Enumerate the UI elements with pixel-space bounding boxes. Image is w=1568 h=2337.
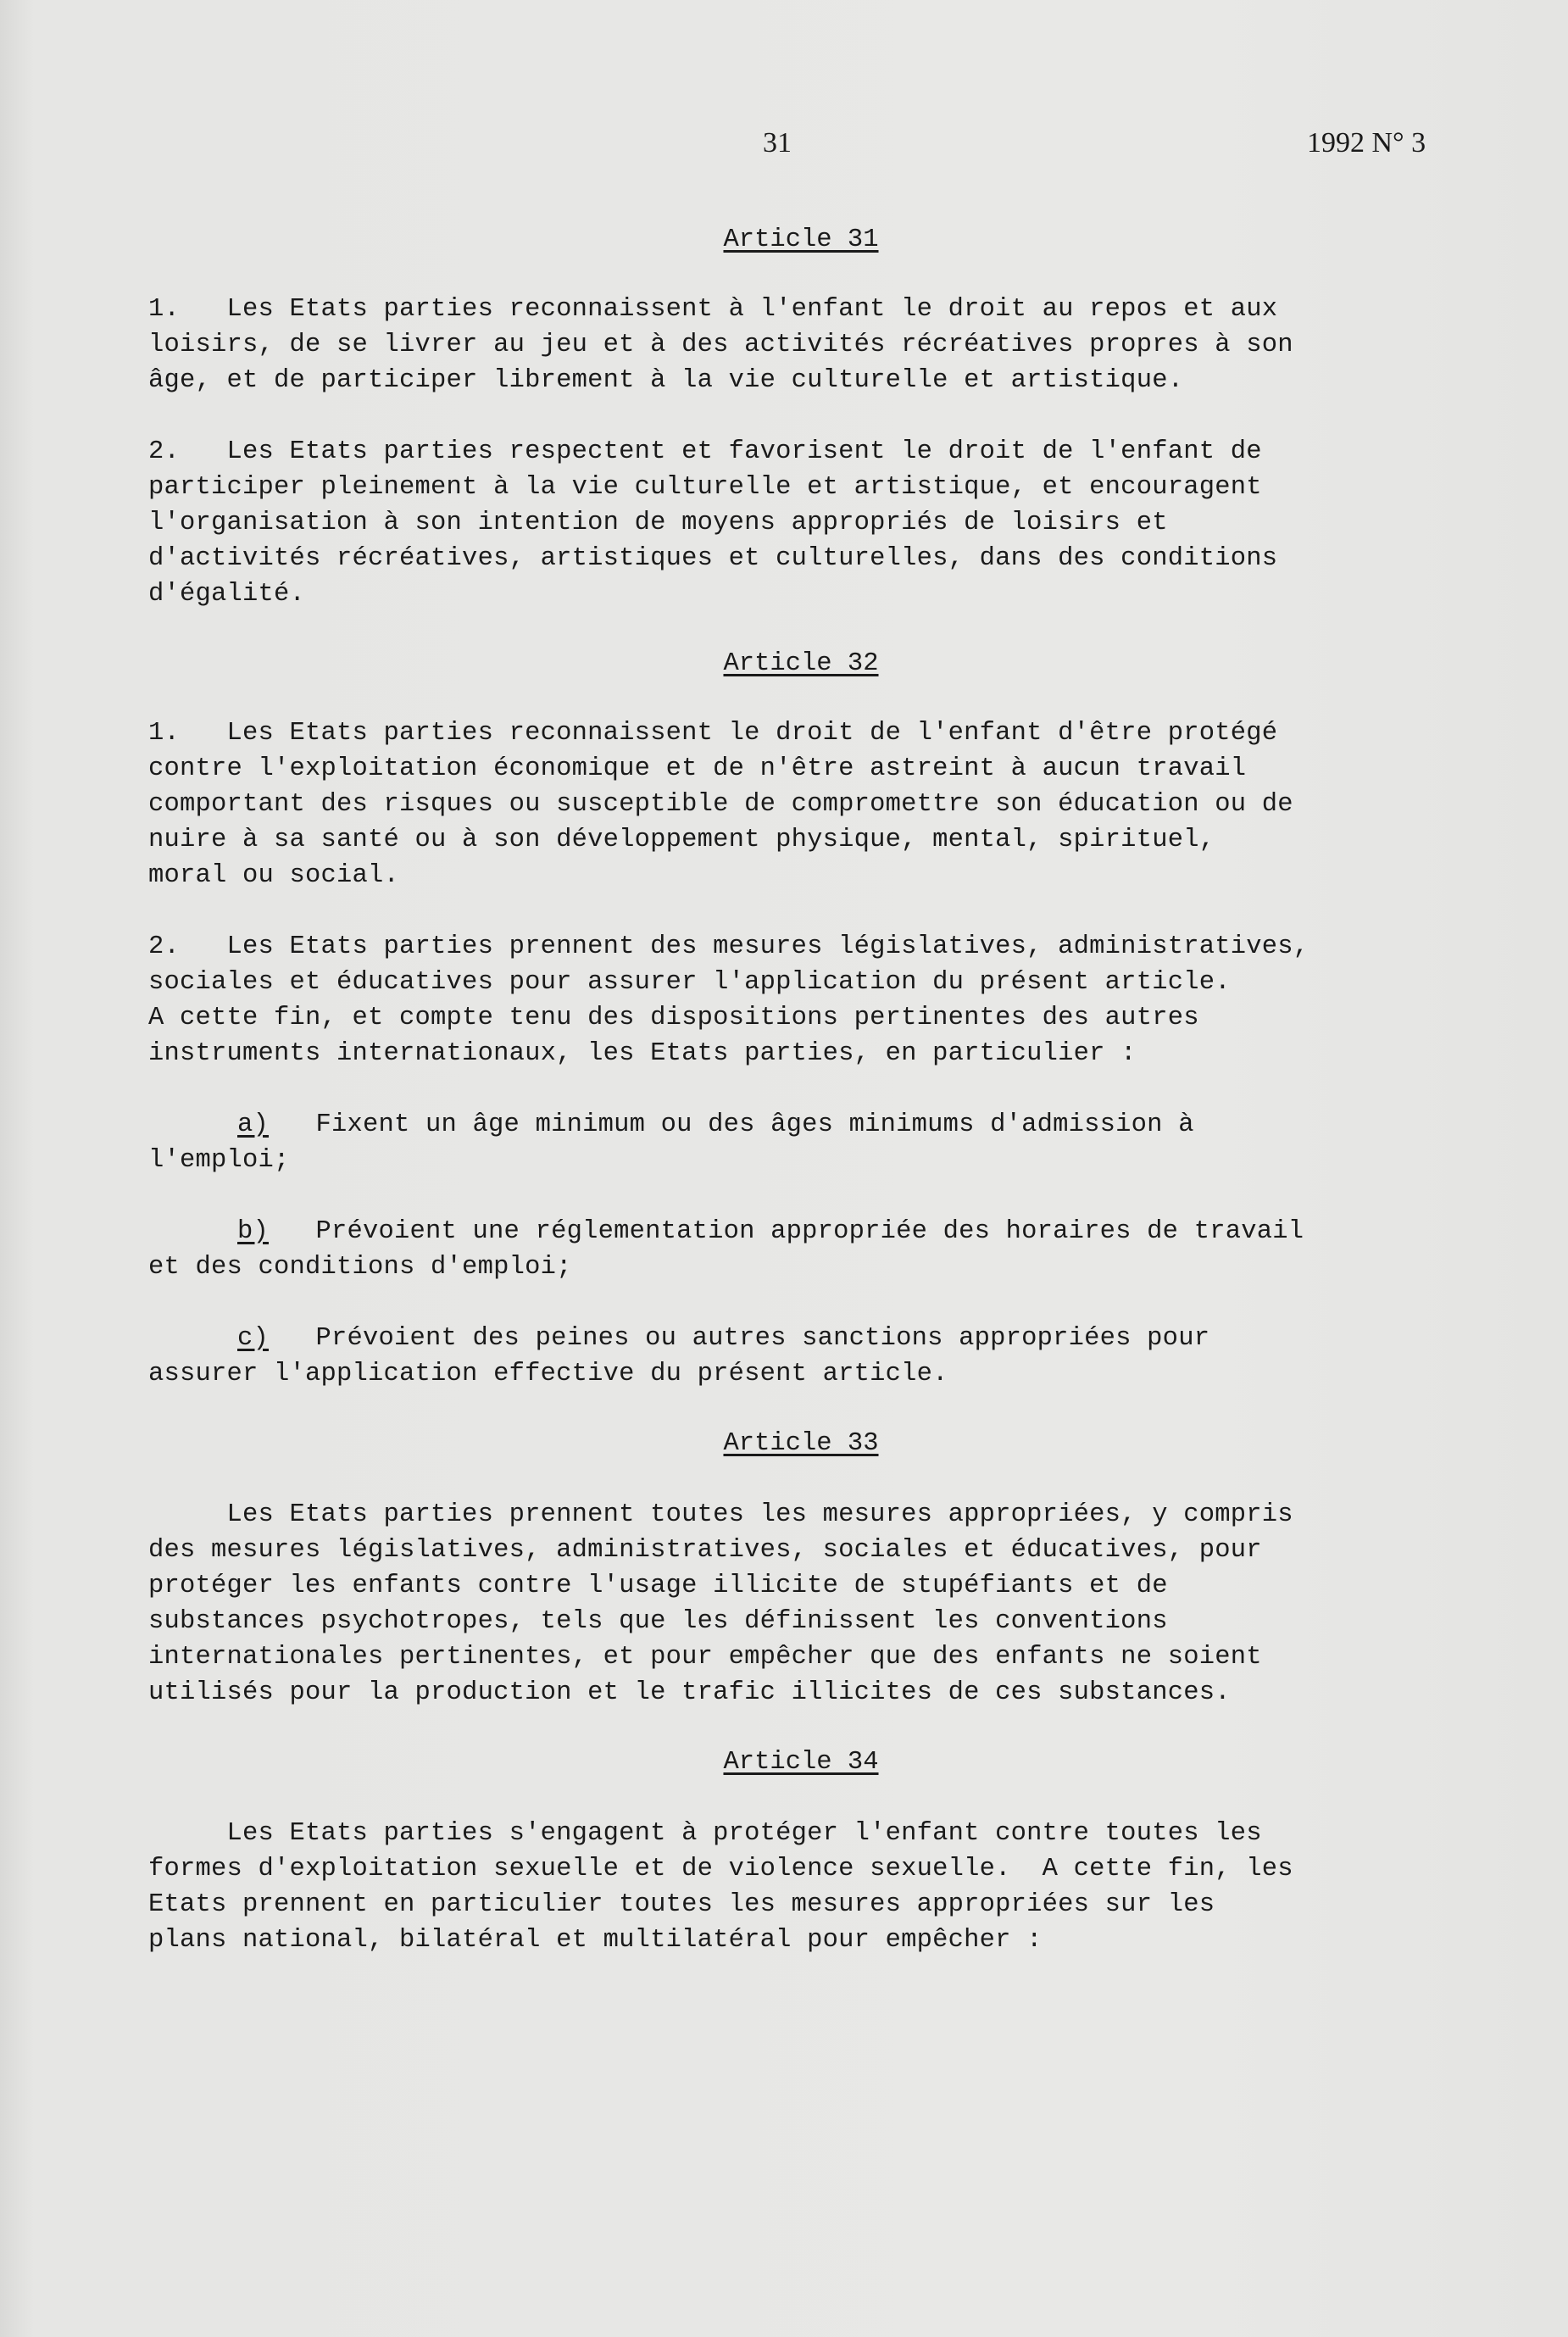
article-31-paragraph-2: [148, 434, 1454, 612]
text-line: d'activités récréatives, artistiques et culturelles, dans des conditions: [148, 544, 1278, 573]
article-32-paragraph-2: [148, 929, 1454, 1071]
text-line: [148, 1107, 1454, 1143]
text-line: [148, 1214, 1454, 1249]
text-line: internationales pertinentes, et pour empêcher que des enfants ne soient: [148, 1643, 1262, 1672]
text-line: des mesures législatives, administratives, sociales et éducatives, pour: [148, 1536, 1262, 1565]
text-line: [148, 1321, 1454, 1356]
article-31-heading: Article 31: [723, 225, 879, 254]
text-line: Les Etats parties prennent toutes les mesures appropriées, y compris: [148, 1500, 1293, 1529]
text-line: plans national, bilatéral et multilatéral pour empêcher :: [148, 1926, 1043, 1955]
article-34-heading: Article 34: [723, 1748, 879, 1777]
text-line: l'emploi;: [148, 1146, 290, 1175]
text-line: A cette fin, et compte tenu des dispositions pertinentes des autres: [148, 1004, 1199, 1032]
text-line: 2. Les Etats parties prennent des mesures législatives, administratives,: [148, 932, 1309, 961]
article-32-paragraph-1: [148, 715, 1454, 893]
item-marker: a): [237, 1110, 270, 1139]
article-31-paragraph-1: [148, 292, 1454, 398]
text-line: 1. Les Etats parties reconnaissent le droit de l'enfant d'être protégé: [148, 719, 1278, 748]
text-line: formes d'exploitation sexuelle et de violence sexuelle. A cette fin, les: [148, 1855, 1293, 1884]
text-line: contre l'exploitation économique et de n'être astreint à aucun travail: [148, 754, 1247, 783]
article-32-item-a: [148, 1107, 1454, 1178]
item-text: Prévoient des peines ou autres sanctions appropriées pour: [269, 1324, 1210, 1353]
article-32-heading: Article 32: [723, 649, 879, 678]
text-line: 1. Les Etats parties reconnaissent à l'enfant le droit au repos et aux: [148, 295, 1278, 324]
article-33-paragraph: [148, 1497, 1454, 1711]
text-line: instruments internationaux, les Etats parties, en particulier :: [148, 1039, 1137, 1068]
text-line: 2. Les Etats parties respectent et favorisent le droit de l'enfant de: [148, 437, 1262, 466]
text-line: participer pleinement à la vie culturelle et artistique, et encouragent: [148, 473, 1262, 502]
article-32-item-c: [148, 1321, 1454, 1392]
text-line: comportant des risques ou susceptible de compromettre son éducation ou de: [148, 790, 1293, 819]
article-34-paragraph: [148, 1816, 1454, 1958]
text-line: d'égalité.: [148, 580, 306, 609]
text-line: âge, et de participer librement à la vie culturelle et artistique.: [148, 366, 1184, 395]
item-text: Fixent un âge minimum ou des âges minimums d'admission à: [269, 1110, 1194, 1139]
item-marker: b): [237, 1217, 270, 1246]
article-32-item-b: [148, 1214, 1454, 1285]
text-line: Etats prennent en particulier toutes les mesures appropriées sur les: [148, 1890, 1215, 1919]
document-body: [148, 222, 1454, 1958]
page-number: 31: [763, 127, 792, 159]
text-line: assurer l'application effective du présent article.: [148, 1360, 948, 1388]
text-line: sociales et éducatives pour assurer l'application du présent article.: [148, 968, 1231, 997]
text-line: moral ou social.: [148, 861, 400, 890]
item-marker: c): [237, 1324, 270, 1353]
item-text: Prévoient une réglementation appropriée des horaires de travail: [269, 1217, 1304, 1246]
text-line: protéger les enfants contre l'usage illicite de stupéfiants et de: [148, 1572, 1168, 1600]
text-line: loisirs, de se livrer au jeu et à des activités récréatives propres à son: [148, 331, 1293, 359]
text-line: substances psychotropes, tels que les définissent les conventions: [148, 1607, 1168, 1636]
text-line: utilisés pour la production et le trafic illicites de ces substances.: [148, 1678, 1231, 1707]
text-line: et des conditions d'emploi;: [148, 1253, 572, 1282]
article-33-heading: Article 33: [723, 1429, 879, 1458]
text-line: Les Etats parties s'engagent à protéger l'enfant contre toutes les: [148, 1819, 1262, 1848]
year-issue-label: 1992 N° 3: [1307, 127, 1426, 159]
text-line: nuire à sa santé ou à son développement physique, mental, spirituel,: [148, 826, 1215, 854]
text-line: l'organisation à son intention de moyens appropriés de loisirs et: [148, 509, 1168, 537]
